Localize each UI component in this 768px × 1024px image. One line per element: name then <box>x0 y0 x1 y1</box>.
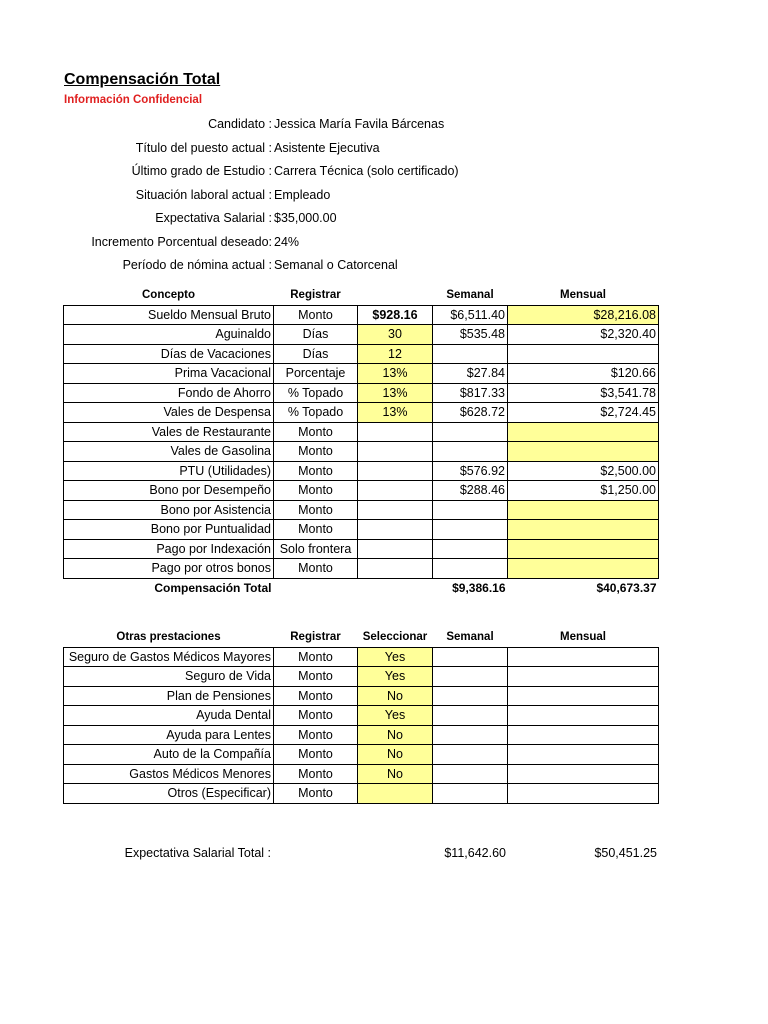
compensation-table <box>63 286 659 597</box>
registrar-cell: Días <box>274 344 358 364</box>
table-row <box>64 422 659 442</box>
table-row <box>64 442 659 462</box>
info-label: Situación laboral actual : <box>135 187 272 202</box>
page-title: Compensación Total <box>64 71 221 88</box>
table-row <box>64 481 659 501</box>
concepto-cell: Vales de Despensa <box>64 403 274 423</box>
table-row <box>64 305 659 325</box>
semanal-cell: $576.92 <box>433 461 508 481</box>
mensual-cell[interactable] <box>508 559 659 579</box>
info-row-incremento <box>0 231 768 255</box>
registrar-cell: Monto <box>274 725 358 745</box>
expected-salary-total <box>0 843 768 863</box>
seleccionar-dropdown-cell[interactable]: No <box>358 745 433 765</box>
semanal-cell: $6,511.40 <box>433 305 508 325</box>
registrar-cell: Monto <box>274 745 358 765</box>
mensual-cell <box>508 725 659 745</box>
registrar-cell: % Topado <box>274 383 358 403</box>
semanal-cell: $27.84 <box>433 364 508 384</box>
mensual-cell[interactable] <box>508 442 659 462</box>
concepto-cell: Bono por Puntualidad <box>64 520 274 540</box>
seleccionar-dropdown-cell[interactable]: Yes <box>358 667 433 687</box>
total-row <box>64 578 659 597</box>
info-value[interactable]: Empleado <box>274 187 331 202</box>
info-label: Expectativa Salarial : <box>155 211 272 225</box>
table-row <box>64 520 659 540</box>
concepto-cell: Ayuda para Lentes <box>64 725 274 745</box>
table-row <box>64 325 659 345</box>
mensual-cell: $120.66 <box>508 364 659 384</box>
semanal-cell <box>433 764 508 784</box>
semanal-cell: $535.48 <box>433 325 508 345</box>
column-header-valor <box>358 286 433 305</box>
valor-input-cell[interactable]: 30 <box>358 325 433 345</box>
valor-input-cell[interactable] <box>358 520 433 540</box>
valor-input-cell[interactable] <box>358 500 433 520</box>
table-row <box>64 725 659 745</box>
info-value[interactable]: 24% <box>274 234 300 249</box>
column-header-concepto: Otras prestaciones <box>116 631 221 644</box>
registrar-cell: Monto <box>274 461 358 481</box>
registrar-cell: Monto <box>274 784 358 804</box>
info-row-estudio <box>0 160 768 184</box>
semanal-cell <box>433 784 508 804</box>
semanal-cell: $817.33 <box>433 383 508 403</box>
column-header-semanal: Semanal <box>446 631 494 644</box>
registrar-cell: Monto <box>274 647 358 667</box>
table-row <box>64 745 659 765</box>
total-empty <box>274 578 358 597</box>
mensual-cell <box>508 764 659 784</box>
column-header-registrar: Registrar <box>290 631 341 644</box>
total-mensual: $40,673.37 <box>596 580 657 595</box>
registrar-cell: Porcentaje <box>274 364 358 384</box>
final-mensual: $50,451.25 <box>594 846 657 860</box>
column-header-mensual: Mensual <box>559 289 606 302</box>
info-label: Título del puesto actual : <box>135 140 272 155</box>
table-row <box>64 539 659 559</box>
table-row <box>64 403 659 423</box>
concepto-cell: Aguinaldo <box>64 325 274 345</box>
registrar-cell: Monto <box>274 667 358 687</box>
concepto-cell: Bono por Asistencia <box>64 500 274 520</box>
concepto-cell: Sueldo Mensual Bruto <box>64 305 274 325</box>
registrar-cell: Monto <box>274 764 358 784</box>
concepto-cell: Pago por Indexación <box>64 539 274 559</box>
concepto-cell: Otros (Especificar) <box>64 784 274 804</box>
mensual-cell[interactable] <box>508 539 659 559</box>
registrar-cell: Monto <box>274 500 358 520</box>
info-value[interactable]: $35,000.00 <box>274 211 337 225</box>
semanal-cell <box>433 539 508 559</box>
concepto-cell: Vales de Restaurante <box>64 422 274 442</box>
registrar-cell: Días <box>274 325 358 345</box>
mensual-cell: $3,541.78 <box>508 383 659 403</box>
registrar-cell: Solo frontera <box>274 539 358 559</box>
registrar-cell: Monto <box>274 422 358 442</box>
semanal-cell <box>433 344 508 364</box>
info-value[interactable]: Semanal o Catorcenal <box>274 258 398 272</box>
table-row <box>64 686 659 706</box>
info-row-candidato <box>0 113 768 137</box>
info-label: Período de nómina actual : <box>122 258 272 272</box>
seleccionar-dropdown-cell[interactable]: No <box>358 686 433 706</box>
semanal-cell <box>433 520 508 540</box>
semanal-cell <box>433 647 508 667</box>
seleccionar-dropdown-cell[interactable]: Yes <box>358 706 433 726</box>
concepto-cell: PTU (Utilidades) <box>64 461 274 481</box>
concepto-cell: Fondo de Ahorro <box>64 383 274 403</box>
mensual-cell <box>508 667 659 687</box>
valor-input-cell[interactable] <box>358 422 433 442</box>
concepto-cell: Seguro de Gastos Médicos Mayores <box>64 647 274 667</box>
valor-input-cell[interactable] <box>358 481 433 501</box>
concepto-cell: Seguro de Vida <box>64 667 274 687</box>
other-benefits-table <box>63 628 659 804</box>
valor-input-cell[interactable]: 13% <box>358 364 433 384</box>
semanal-cell <box>433 725 508 745</box>
concepto-cell: Ayuda Dental <box>64 706 274 726</box>
mensual-cell <box>508 647 659 667</box>
seleccionar-dropdown-cell[interactable]: Yes <box>358 647 433 667</box>
registrar-cell: Monto <box>274 686 358 706</box>
valor-input-cell[interactable] <box>358 461 433 481</box>
concepto-cell: Pago por otros bonos <box>64 559 274 579</box>
semanal-cell <box>433 500 508 520</box>
valor-input-cell[interactable]: 13% <box>358 383 433 403</box>
semanal-cell <box>433 559 508 579</box>
final-semanal: $11,642.60 <box>444 846 506 860</box>
column-header-seleccionar: Seleccionar <box>362 631 428 644</box>
concepto-cell: Días de Vacaciones <box>64 344 274 364</box>
concepto-cell: Gastos Médicos Menores <box>64 764 274 784</box>
table-row <box>64 784 659 804</box>
valor-input-cell[interactable]: 12 <box>358 344 433 364</box>
info-label: Último grado de Estudio : <box>131 164 272 178</box>
table-row <box>64 764 659 784</box>
valor-input-cell[interactable] <box>358 442 433 462</box>
final-label: Expectativa Salarial Total : <box>124 846 271 860</box>
info-row-titulo <box>0 137 768 161</box>
mensual-cell: $2,500.00 <box>508 461 659 481</box>
semanal-cell: $288.46 <box>433 481 508 501</box>
registrar-cell: Monto <box>274 706 358 726</box>
table-row <box>64 500 659 520</box>
total-semanal: $9,386.16 <box>452 580 506 595</box>
info-value[interactable]: Carrera Técnica (solo certificado) <box>274 164 459 178</box>
semanal-cell <box>433 442 508 462</box>
table-row <box>64 383 659 403</box>
table-row <box>64 667 659 687</box>
mensual-cell[interactable] <box>508 520 659 540</box>
semanal-cell <box>433 745 508 765</box>
table-row <box>64 647 659 667</box>
semanal-cell <box>433 422 508 442</box>
registrar-cell: Monto <box>274 559 358 579</box>
column-header-concepto: Concepto <box>141 289 196 302</box>
info-row-situacion <box>0 184 768 208</box>
registrar-cell: Monto <box>274 520 358 540</box>
mensual-cell <box>508 686 659 706</box>
table-header-row <box>64 628 659 647</box>
concepto-cell: Prima Vacacional <box>64 364 274 384</box>
info-row-expectativa <box>0 207 768 231</box>
mensual-cell[interactable] <box>508 500 659 520</box>
mensual-cell: $2,320.40 <box>508 325 659 345</box>
total-label: Compensación Total <box>154 580 272 595</box>
info-value[interactable]: Jessica María Favila Bárcenas <box>274 117 445 131</box>
valor-input-cell[interactable] <box>358 559 433 579</box>
table-header-row <box>64 286 659 305</box>
mensual-cell <box>508 344 659 364</box>
registrar-cell: Monto <box>274 481 358 501</box>
info-row-periodo <box>0 254 768 278</box>
semanal-cell <box>433 706 508 726</box>
table-row <box>64 559 659 579</box>
seleccionar-dropdown-cell[interactable]: No <box>358 725 433 745</box>
registrar-cell: Monto <box>274 442 358 462</box>
table-row <box>64 344 659 364</box>
valor-input-cell[interactable]: 13% <box>358 403 433 423</box>
mensual-cell: $1,250.00 <box>508 481 659 501</box>
valor-input-cell[interactable] <box>358 539 433 559</box>
mensual-cell <box>508 784 659 804</box>
concepto-cell: Bono por Desempeño <box>64 481 274 501</box>
total-empty <box>358 578 433 597</box>
concepto-cell: Auto de la Compañía <box>64 745 274 765</box>
concepto-cell: Plan de Pensiones <box>64 686 274 706</box>
info-label: Incremento Porcentual deseado: <box>91 234 272 249</box>
info-value[interactable]: Asistente Ejecutiva <box>274 140 380 155</box>
seleccionar-dropdown-cell[interactable]: No <box>358 764 433 784</box>
table-row <box>64 461 659 481</box>
semanal-cell: $628.72 <box>433 403 508 423</box>
candidate-info <box>0 113 768 278</box>
column-header-registrar: Registrar <box>290 289 341 302</box>
info-label: Candidato : <box>208 117 272 131</box>
mensual-cell[interactable]: $28,216.08 <box>508 305 659 325</box>
semanal-cell <box>433 686 508 706</box>
valor-input-cell[interactable]: $928.16 <box>358 305 433 325</box>
mensual-cell: $2,724.45 <box>508 403 659 423</box>
semanal-cell <box>433 667 508 687</box>
table-row <box>64 706 659 726</box>
mensual-cell <box>508 745 659 765</box>
table-row <box>64 364 659 384</box>
mensual-cell[interactable] <box>508 422 659 442</box>
registrar-cell: % Topado <box>274 403 358 423</box>
confidential-label: Información Confidencial <box>64 94 203 106</box>
concepto-cell: Vales de Gasolina <box>64 442 274 462</box>
column-header-mensual: Mensual <box>559 631 606 644</box>
mensual-cell <box>508 706 659 726</box>
seleccionar-dropdown-cell[interactable] <box>358 784 433 804</box>
column-header-semanal: Semanal <box>446 289 494 302</box>
registrar-cell: Monto <box>274 305 358 325</box>
